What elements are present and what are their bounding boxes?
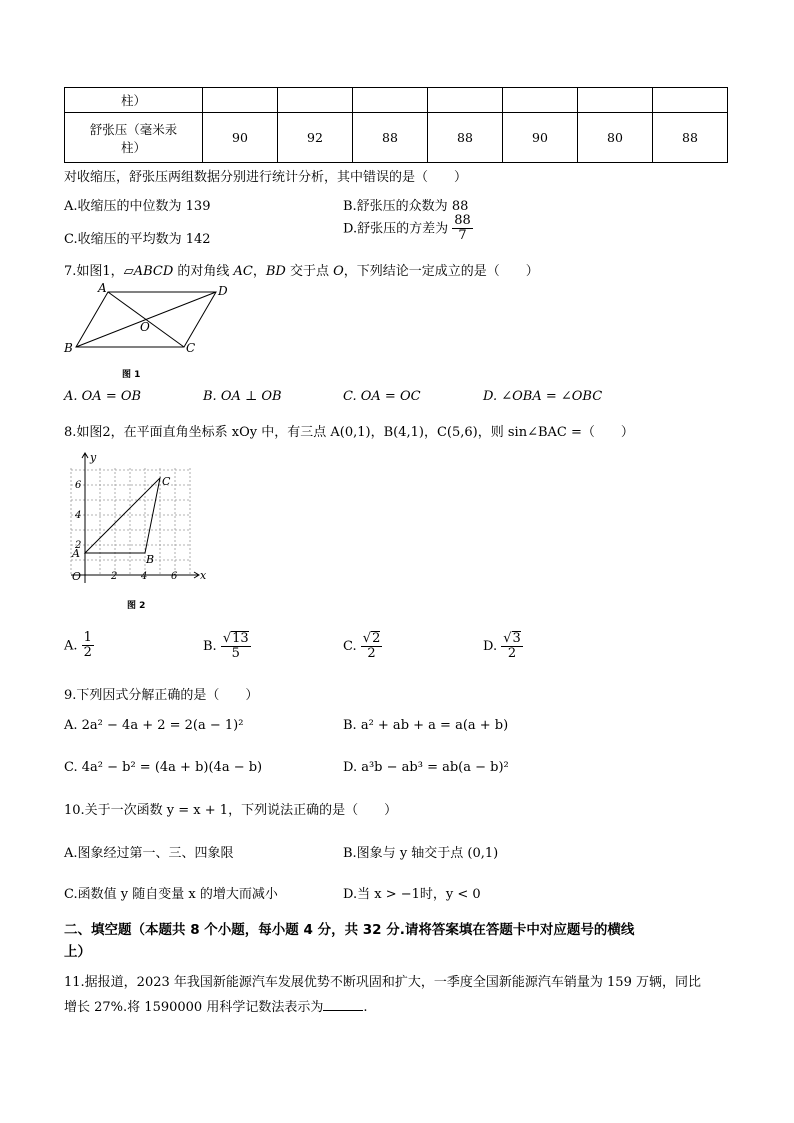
grid-lines bbox=[71, 468, 190, 575]
q7-option-a[interactable]: A. OA = OB bbox=[64, 389, 142, 404]
q10-option-c[interactable]: C.函数值 y 随自变量 x 的增大而减小 bbox=[64, 887, 278, 902]
table-row bbox=[65, 113, 728, 163]
x-tick-label: 6 bbox=[171, 571, 178, 582]
q11-stem-line2: 增长 27%.将 1590000 用科学记数法表示为 . bbox=[64, 1000, 368, 1015]
y-tick-label: 6 bbox=[75, 480, 82, 491]
table-cell: 80 bbox=[578, 113, 653, 163]
fraction: $\frac{1}{2}$ bbox=[83, 630, 92, 661]
table-cell: 90 bbox=[203, 113, 278, 163]
q9-option-c[interactable]: C. 4a² − b² = (4a + b)(4a − b) bbox=[64, 760, 263, 775]
q8-option-c[interactable]: C. $\frac{√2}{2}$ bbox=[343, 631, 381, 662]
q7-option-d[interactable]: D. ∠OBA = ∠OBC bbox=[483, 389, 603, 404]
q8-option-a[interactable]: A. $\frac{1}{2}$ bbox=[64, 630, 92, 661]
q10-option-d[interactable]: D.当 x > −1时，y < 0 bbox=[343, 887, 481, 902]
y-axis-label: y bbox=[90, 451, 97, 464]
answer-blank[interactable] bbox=[323, 1010, 363, 1011]
section-heading-cont: 上） bbox=[64, 944, 91, 960]
row-label-diastolic: 舒张压（毫米汞 柱） bbox=[65, 113, 203, 163]
table-cell: 90 bbox=[503, 113, 578, 163]
q9-option-b[interactable]: B. a² + ab + a = a(a + b) bbox=[343, 718, 509, 733]
row-label-systolic-tail: 柱） bbox=[65, 88, 203, 113]
table-cell: 88 bbox=[428, 113, 503, 163]
q8-stem: 8.如图2，在平面直角坐标系 xOy 中，有三点 A(0,1)，B(4,1)，C(5,6)，则 sin∠BAC =（ ） bbox=[64, 425, 634, 440]
parallelogram-symbol: ▱ bbox=[123, 264, 134, 279]
triangle-abc bbox=[85, 478, 160, 553]
point-c-label: C bbox=[162, 475, 171, 488]
x-tick-label: 4 bbox=[141, 571, 148, 582]
table-cell: 88 bbox=[353, 113, 428, 163]
fraction: $\frac{√13}{5}$ bbox=[222, 631, 249, 662]
table-cell: 88 bbox=[653, 113, 728, 163]
q7-option-c[interactable]: C. OA = OC bbox=[343, 389, 421, 404]
fraction: $\frac{√2}{2}$ bbox=[362, 631, 381, 662]
y-tick-label: 2 bbox=[75, 540, 82, 551]
q6-option-b[interactable]: B.舒张压的众数为 88 bbox=[343, 199, 469, 214]
q9-option-d[interactable]: D. a³b − ab³ = ab(a − b)² bbox=[343, 760, 509, 775]
vertex-b-label: B bbox=[64, 341, 73, 355]
table-cell: 92 bbox=[278, 113, 353, 163]
q9-stem: 9.下列因式分解正确的是（ ） bbox=[64, 688, 259, 703]
point-o-label: O bbox=[140, 320, 150, 334]
origin-label: O bbox=[72, 570, 82, 583]
figure-caption: 图 2 bbox=[127, 601, 146, 611]
fraction: $\frac{88}{7}$ bbox=[454, 213, 471, 244]
x-tick-label: 2 bbox=[111, 571, 118, 582]
q10-stem: 10.关于一次函数 y = x + 1，下列说法正确的是（ ） bbox=[64, 803, 398, 818]
parallelogram-figure bbox=[62, 280, 232, 380]
q10-option-a[interactable]: A.图象经过第一、三、四象限 bbox=[64, 846, 234, 861]
q9-option-a[interactable]: A. 2a² − 4a + 2 = 2(a − 1)² bbox=[64, 718, 244, 733]
fraction: $\frac{√3}{2}$ bbox=[503, 631, 521, 662]
q10-option-b[interactable]: B.图象与 y 轴交于点 (0,1) bbox=[343, 846, 499, 861]
vertex-a-label: A bbox=[98, 281, 107, 295]
q8-option-b[interactable]: B. $\frac{√13}{5}$ bbox=[203, 631, 249, 662]
q6-stem: 对收缩压，舒张压两组数据分别进行统计分析，其中错误的是（ ） bbox=[64, 170, 468, 185]
figure-caption: 图 1 bbox=[122, 370, 141, 380]
section-heading: 二、填空题（本题共 8 个小题，每小题 4 分，共 32 分.请将答案填在答题卡中对应题号的横线 bbox=[64, 922, 635, 938]
vertex-d-label: D bbox=[218, 284, 228, 298]
q8-option-d[interactable]: D. $\frac{√3}{2}$ bbox=[483, 631, 521, 662]
q6-option-d[interactable]: D.舒张压的方差为 $\frac{88}{7}$ bbox=[343, 213, 471, 244]
blood-pressure-table bbox=[64, 87, 728, 163]
q6-option-a[interactable]: A.收缩压的中位数为 139 bbox=[64, 199, 211, 214]
point-a-label: A bbox=[72, 547, 80, 560]
coordinate-grid-figure bbox=[60, 448, 220, 613]
point-b-label: B bbox=[146, 553, 155, 566]
q7-option-b[interactable]: B. OA ⊥ OB bbox=[203, 389, 282, 404]
q7-stem: 7.如图1，▱ABCD 的对角线 AC，BD 交于点 O，下列结论一定成立的是（ ） bbox=[64, 264, 539, 279]
q11-stem-line1: 11.据报道，2023 年我国新能源汽车发展优势不断巩固和扩大，一季度全国新能源汽车销量为 159 万辆，同比 bbox=[64, 975, 701, 990]
y-tick-label: 4 bbox=[75, 510, 82, 521]
x-axis-label: x bbox=[200, 569, 207, 582]
vertex-c-label: C bbox=[186, 341, 196, 355]
table-row bbox=[65, 88, 728, 113]
q6-option-c[interactable]: C.收缩压的平均数为 142 bbox=[64, 232, 211, 247]
